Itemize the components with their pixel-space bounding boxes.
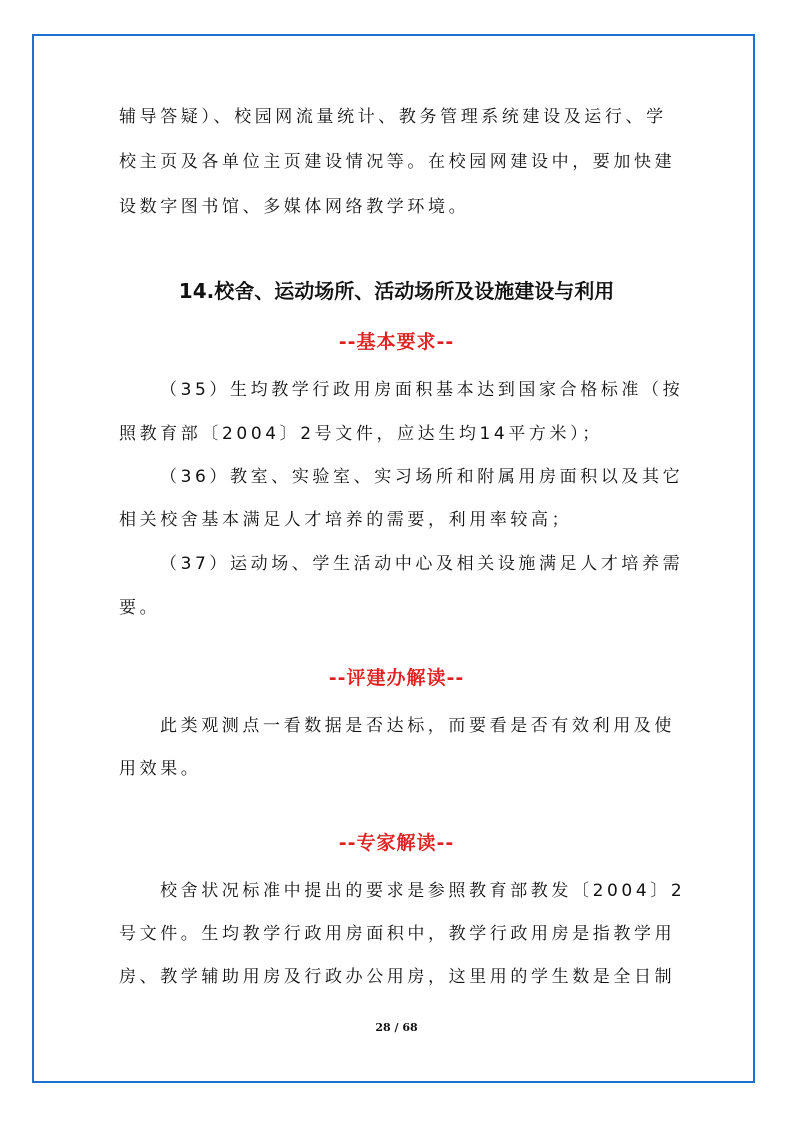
subheading-basic-requirements: --基本要求-- — [338, 331, 455, 353]
expert-interpretation-line-2: 号文件。生均教学行政用房面积中，教学行政用房是指教学用 — [119, 924, 676, 944]
requirement-36-line-1: （36）教室、实验室、实习场所和附属用房面积以及其它 — [160, 467, 684, 487]
expert-interpretation-line-1: 校舍状况标准中提出的要求是参照教育部教发〔2004〕2 — [160, 881, 686, 901]
page-number: 28 / 68 — [375, 1021, 418, 1034]
section-heading: 14.校舍、运动场所、活动场所及设施建设与利用 — [178, 279, 615, 303]
requirement-36-line-2: 相关校舍基本满足人才培养的需要，利用率较高； — [119, 510, 573, 530]
requirement-37-line-1: （37）运动场、学生活动中心及相关设施满足人才培养需 — [160, 554, 684, 574]
office-interpretation-line-2: 用效果。 — [119, 759, 202, 779]
subheading-office-interpretation: --评建办解读-- — [328, 667, 465, 689]
requirement-35-line-1: （35）生均教学行政用房面积基本达到国家合格标准（按 — [160, 380, 684, 400]
subheading-expert-interpretation: --专家解读-- — [338, 832, 455, 854]
expert-interpretation-line-3: 房、教学辅助用房及行政办公用房，这里用的学生数是全日制 — [119, 967, 676, 987]
body-line-2: 校主页及各单位主页建设情况等。在校园网建设中，要加快建 — [119, 152, 676, 172]
body-line-1: 辅导答疑）、校园网流量统计、教务管理系统建设及运行、学 — [119, 107, 667, 127]
office-interpretation-line-1: 此类观测点一看数据是否达标，而要看是否有效利用及使 — [160, 716, 675, 736]
requirement-35-line-2: 照教育部〔2004〕2号文件，应达生均14平方米）； — [119, 424, 603, 444]
body-line-3: 设数字图书馆、多媒体网络教学环境。 — [119, 197, 470, 217]
requirement-37-line-2: 要。 — [119, 598, 161, 618]
